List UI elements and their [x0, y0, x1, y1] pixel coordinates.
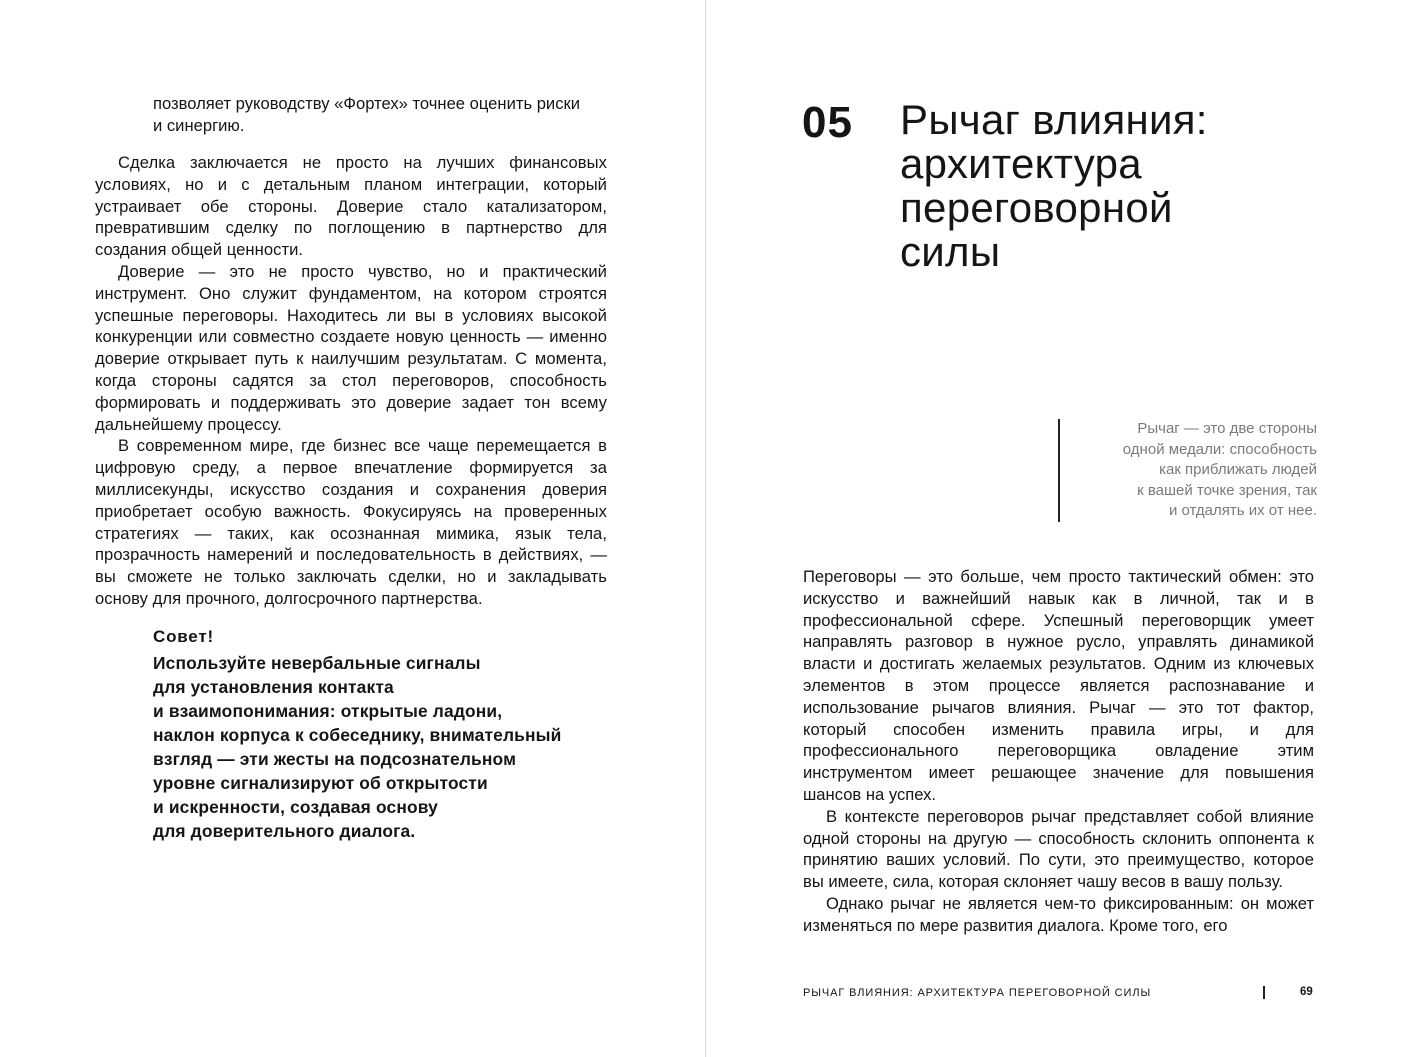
- chapter-title-line: архитектура: [900, 140, 1142, 187]
- running-head: РЫЧАГ ВЛИЯНИЯ: АРХИТЕКТУРА ПЕРЕГОВОРНОЙ СИЛЫ: [803, 987, 1152, 999]
- body-paragraph: Однако рычаг не является чем-то фиксированным: он может изменяться по мере развития диалога. Кроме того, его: [803, 893, 1314, 935]
- epigraph-text: [1123, 419, 1317, 522]
- epigraph-line: к вашей точке зрения, так: [1137, 481, 1317, 499]
- chapter-title-line: Рычаг влияния:: [900, 96, 1208, 143]
- epigraph-line: Рычаг — это две стороны: [1137, 420, 1317, 437]
- tip-text: [153, 651, 623, 843]
- epigraph: [1058, 419, 1317, 522]
- body-paragraph: Сделка заключается не просто на лучших финансовых условиях, но и с детальным планом интеграции, который устраивает обе стороны. Доверие стало катализатором, превратившим сделку по поглощению в партнерство для создания общей ценности.: [95, 153, 607, 260]
- chapter-title-line: силы: [900, 228, 1001, 275]
- running-head-separator: [1263, 986, 1265, 999]
- tip-line: взгляд — эти жесты на подсознательном: [153, 749, 517, 769]
- tip-title: Совет!: [153, 627, 214, 646]
- epigraph-line: как приближать людей: [1159, 461, 1317, 479]
- body-paragraph: В современном мире, где бизнес все чаще перемещается в цифровую среду, а первое впечатление формируется за миллисекунды, искусство создания и сохранения доверия приобретает особую важность. Фокусируясь на проверенных стратегиях — таких, как осознанная мимика, язык тела, прозрачность намерений и последовательность в действиях, — вы сможете не только заключать сделки, но и закладывать основу для прочного, долгосрочного партнерства.: [95, 436, 607, 608]
- left-body-text: [95, 152, 607, 610]
- epigraph-line: одной медали: способность: [1122, 440, 1317, 458]
- tip-line: Используйте невербальные сигналы: [153, 653, 481, 673]
- right-body-text: [803, 566, 1314, 937]
- page-number: 69: [1300, 986, 1313, 998]
- chapter-number: 05: [802, 98, 853, 147]
- tip-line: и взаимопонимания: открытые ладони,: [153, 701, 503, 721]
- tip-box: [153, 626, 623, 843]
- tip-line: наклон корпуса к собеседнику, внимательный: [153, 725, 562, 745]
- tip-line: уровне сигнализируют об открытости: [153, 773, 488, 793]
- chapter-title-line: переговорной: [900, 184, 1173, 231]
- tip-line: для доверительного диалога.: [153, 821, 416, 841]
- tip-line: и искренности, создавая основу: [153, 797, 438, 817]
- body-paragraph: Переговоры — это больше, чем просто тактический обмен: это искусство и важнейший навык как в личной, так и в профессиональной сфере. Успешный переговорщик умеет направлять разговор в нужное русло, управлять динамикой власти и достигать желаемых результатов. Одним из ключевых элементов в этом процессе является распознавание и использование рычагов влияния. Рычаг — это тот фактор, который способен изменить правила игры, и для профессионального переговорщика овладение этим инструментом имеет решающее значение для повышения шансов на успех.: [803, 567, 1314, 804]
- chapter-title: [900, 98, 1320, 274]
- body-paragraph: В контексте переговоров рычаг представляет собой влияние одной стороны на другую — способность склонить оппонента к принятию ваших условий. По сути, это преимущество, которое вы имеете, сила, которая склоняет чашу весов в вашу пользу.: [803, 806, 1314, 892]
- tip-line: для установления контакта: [153, 677, 394, 697]
- continued-paragraph: позволяет руководству «Фортех» точнее оценить риски и синергию.: [153, 94, 581, 135]
- continued-text-block: [153, 93, 583, 137]
- right-page: [706, 0, 1410, 1057]
- epigraph-line: и отдалять их от нее.: [1169, 502, 1317, 520]
- body-paragraph: Доверие — это не просто чувство, но и практический инструмент. Оно служит фундаментом, на котором строятся успешные переговоры. Находитесь ли вы в условиях высокой конкуренции или совместно создаете новую ценность — именно доверие открывает путь к наилучшим результатам. С момента, когда стороны садятся за стол переговоров, способность формировать и поддерживать это доверие задает тон всему дальнейшему процессу.: [95, 261, 607, 434]
